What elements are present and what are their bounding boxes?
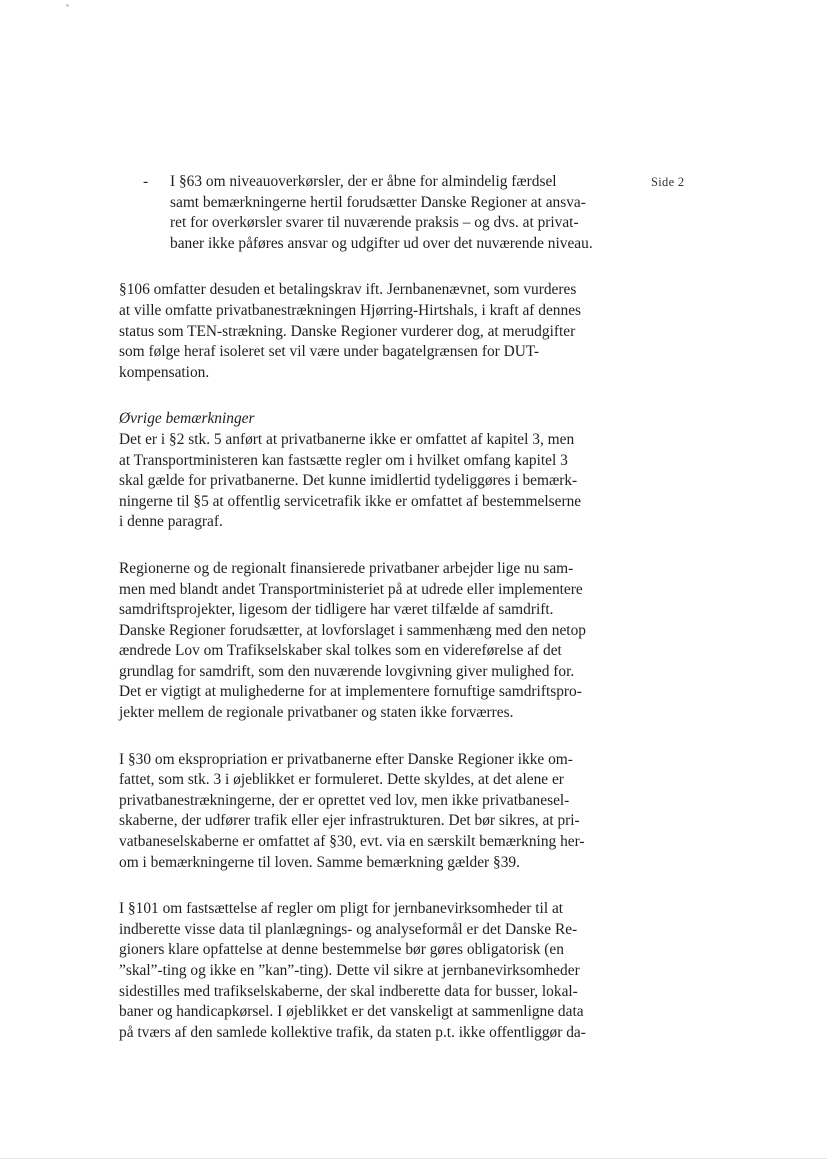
text-line: ret for overkørsler svarer til nuværende praksis – og dvs. at privat- bbox=[170, 214, 579, 232]
paragraph-section-30 bbox=[119, 750, 611, 874]
text-line: vatbaneselskaberne er omfattet af §30, evt. via en særskilt bemærkning her- bbox=[119, 833, 585, 851]
text-line: baner og handicapkørsel. I øjeblikket er det vanskeligt at sammenligne data bbox=[119, 1003, 584, 1021]
text-line: men med blandt andet Transportministeriet på at udrede eller implementere bbox=[119, 580, 583, 598]
text-line: samt bemærkningerne hertil forudsætter Danske Regioner at ansva- bbox=[170, 193, 586, 211]
text-line: skaberne, der udfører trafik eller ejer infrastrukturen. Det bør sikres, at pri- bbox=[119, 812, 580, 830]
text-line: Det er i §2 stk. 5 anført at privatbanerne ikke er omfattet af kapitel 3, men bbox=[119, 430, 575, 448]
text-line: Regionerne og de regionalt finansierede privatbaner arbejder lige nu sam- bbox=[119, 559, 574, 577]
text-line: kompensation. bbox=[119, 363, 210, 381]
text-line: som følge heraf isoleret set vil være under bagatelgrænsen for DUT- bbox=[119, 343, 539, 361]
paragraph-section-101 bbox=[119, 899, 611, 1043]
text-line: grundlag for samdrift, som den nuværende lovgivning giver mulighed for. bbox=[119, 662, 575, 680]
text-line: skal gælde for privatbanerne. Det kunne imidlertid tydeliggøres i bemærk- bbox=[119, 472, 578, 490]
page-number-label: Side 2 bbox=[651, 175, 685, 189]
text-line: privatbanestrækningerne, der er oprettet ved lov, men ikke privatbanesel- bbox=[119, 791, 570, 809]
text-line: jekter mellem de regionale privatbaner og staten ikke forværres. bbox=[119, 704, 514, 722]
text-line: §106 omfatter desuden et betalingskrav ift. Jernbanenævnet, som vurderes bbox=[119, 281, 577, 299]
text-line: ændrede Lov om Trafikselskaber skal tolkes som en videreførelse af det bbox=[119, 642, 562, 660]
text-line: ningerne til §5 at offentlig servicetrafik ikke er omfattet af bestemmelserne bbox=[119, 492, 582, 510]
text-line: indberette visse data til planlægnings- og analyseformål er det Danske Re- bbox=[119, 920, 578, 938]
paragraph-section-2 bbox=[119, 430, 611, 533]
text-line: samdriftsprojekter, ligesom der tidligere har været tilfælde af samdrift. bbox=[119, 601, 554, 619]
text-line: fattet, som stk. 3 i øjeblikket er formuleret. Dette skyldes, at det alene er bbox=[119, 771, 564, 789]
paragraph-106 bbox=[119, 280, 611, 383]
text-line: sidestilles med trafikselskaberne, der skal indberette data for busser, lokal- bbox=[119, 982, 578, 1000]
text-line: status som TEN-strækning. Danske Regioner vurderer dog, at merudgifter bbox=[119, 322, 576, 340]
bullet-item bbox=[119, 172, 611, 254]
letter-body bbox=[119, 172, 611, 1069]
bullet-text bbox=[170, 172, 611, 254]
text-line: Danske Regioner forudsætter, at lovforslaget i sammenhæng med den netop bbox=[119, 621, 586, 639]
text-line: på tværs af den samlede kollektive trafik, da staten p.t. ikke offentliggør da- bbox=[119, 1023, 586, 1041]
scan-speck bbox=[66, 4, 69, 7]
text-line: at Transportministeren kan fastsætte regler om i hvilket omfang kapitel 3 bbox=[119, 451, 568, 469]
text-line: om i bemærkningerne til loven. Samme bemærkning gælder §39. bbox=[119, 853, 520, 871]
text-line: baner ikke påføres ansvar og udgifter ud over det nuværende niveau. bbox=[170, 234, 593, 252]
text-line: I §63 om niveauoverkørsler, der er åbne for almindelig færdsel bbox=[170, 173, 557, 190]
text-line: I §101 om fastsættelse af regler om pligt for jernbanevirksomheder til at bbox=[119, 900, 564, 918]
paragraph-samdrift bbox=[119, 559, 611, 724]
bullet-marker: - bbox=[143, 173, 149, 190]
section-subheading: Øvrige bemærkninger bbox=[119, 410, 255, 428]
text-line: Det er vigtigt at mulighederne for at implementere fornuftige samdriftspro- bbox=[119, 683, 582, 701]
page-bottom-edge bbox=[0, 1158, 827, 1159]
text-line: I §30 om ekspropriation er privatbanerne efter Danske Regioner ikke om- bbox=[119, 750, 573, 768]
text-line: ”skal”-ting og ikke en ”kan”-ting). Dette vil sikre at jernbanevirksomheder bbox=[119, 962, 580, 979]
text-line: gioners klare opfattelse at denne bestemmelse bør gøres obligatorisk (en bbox=[119, 941, 564, 959]
text-line: i denne paragraf. bbox=[119, 513, 223, 531]
text-line: at ville omfatte privatbanestrækningen Hjørring-Hirtshals, i kraft af dennes bbox=[119, 301, 582, 319]
